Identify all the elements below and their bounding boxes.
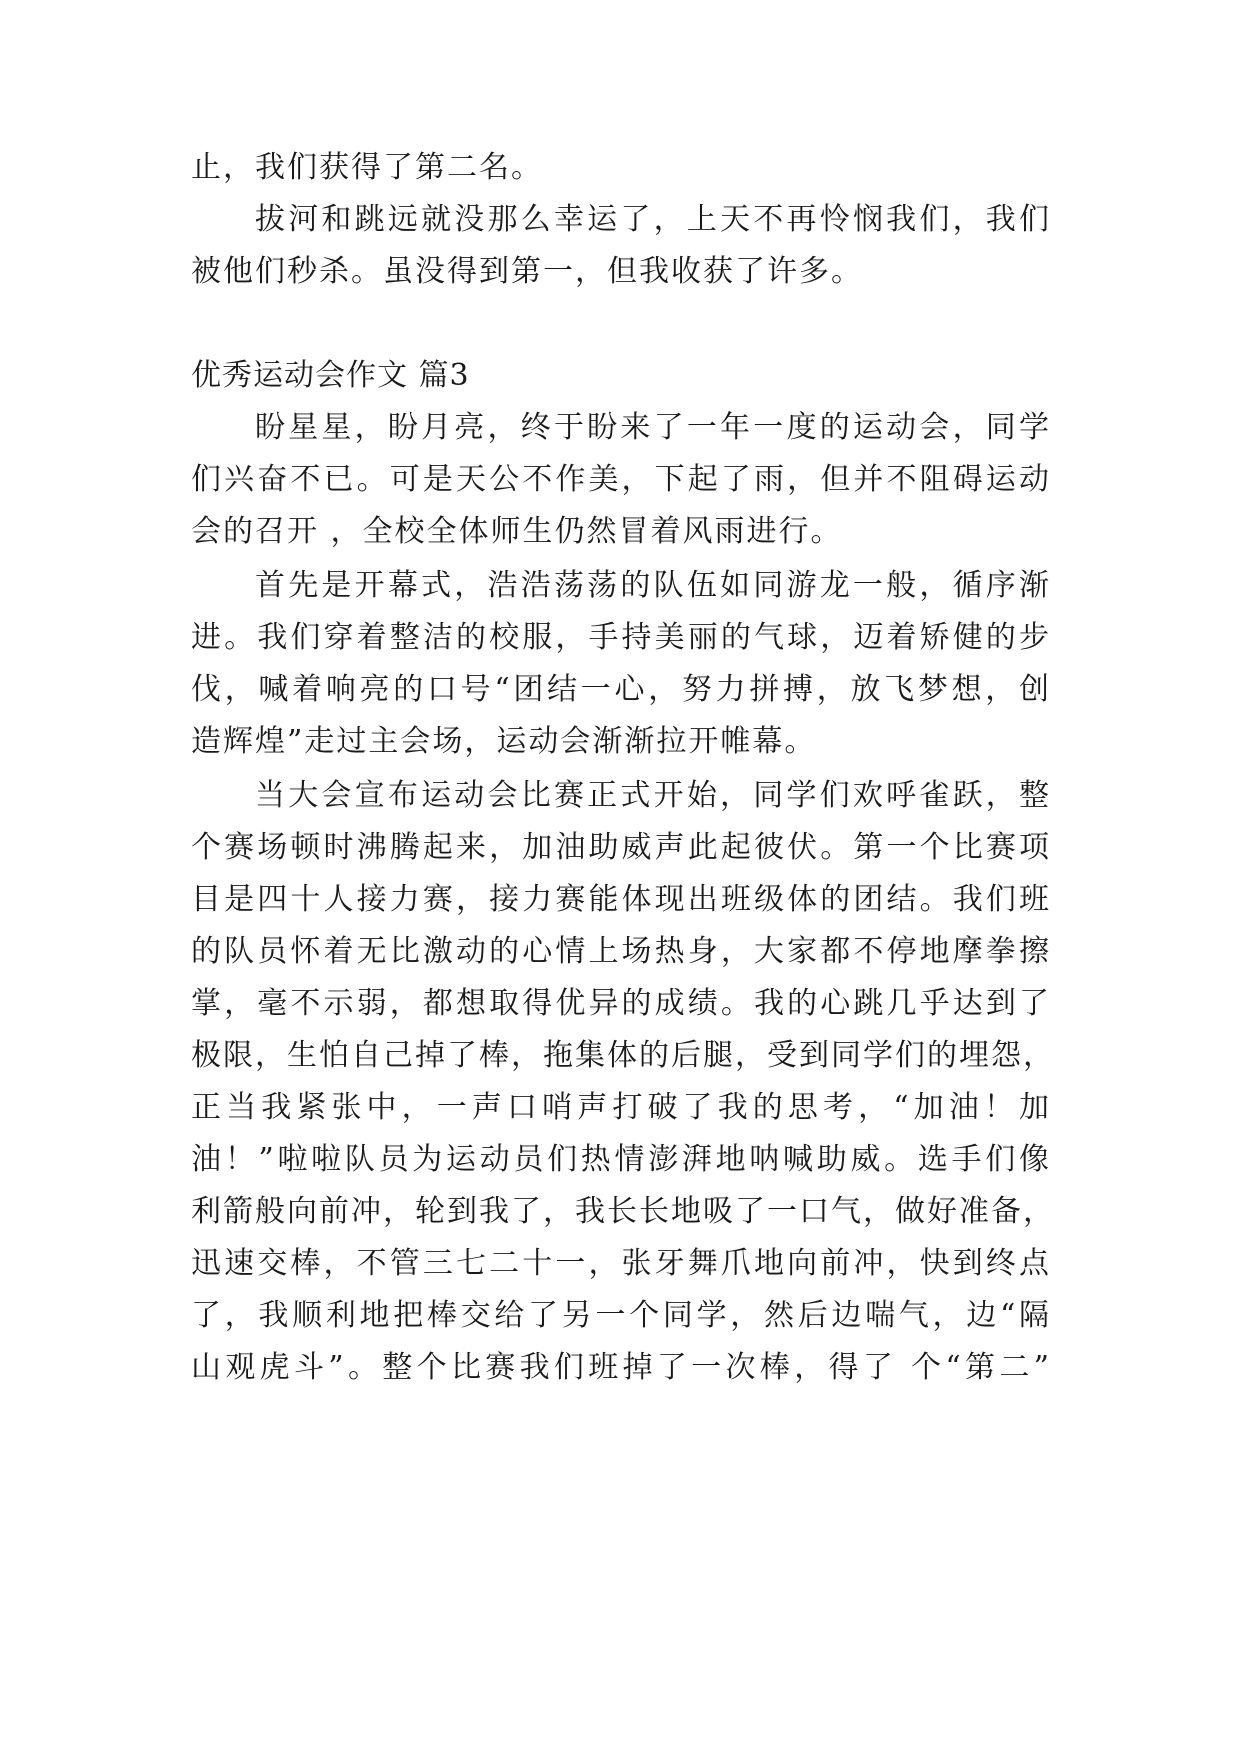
paragraph-line: 被他们秒杀。虽没得到第一，但我收获了许多。 bbox=[191, 254, 863, 289]
paragraph-line: 首先是开幕式，浩浩荡荡的队伍如同游龙一般，循序渐 bbox=[255, 568, 1051, 603]
paragraph-line: 正当我紧张中，一声口哨声打破了我的思考，“加油！加 bbox=[191, 1090, 1051, 1125]
paragraph-line: 掌，毫不示弱，都想取得优异的成绩。我的心跳几乎达到了 bbox=[191, 986, 1051, 1021]
paragraph-line: 进。我们穿着整洁的校服，手持美丽的气球，迈着矫健的步 bbox=[191, 620, 1051, 655]
paragraph-line: 止，我们获得了第二名。 bbox=[191, 150, 543, 185]
paragraph-line: 利箭般向前冲，轮到我了，我长长地吸了一口气，做好准备， bbox=[191, 1194, 1055, 1229]
paragraph-line: 们兴奋不已。可是天公不作美，下起了雨，但并不阻碍运动 bbox=[191, 462, 1051, 497]
paragraph-line: 盼星星，盼月亮，终于盼来了一年一度的运动会，同学 bbox=[255, 410, 1051, 445]
paragraph-line: 会的召开 ，全校全体师生仍然冒着风雨进行。 bbox=[191, 514, 843, 549]
paragraph-line: 极限，生怕自己掉了棒，拖集体的后腿，受到同学们的埋怨， bbox=[191, 1038, 1055, 1073]
paragraph-line: 伐，喊着响亮的口号“团结一心，努力拼搏，放飞梦想，创 bbox=[191, 672, 1051, 707]
paragraph-line: 当大会宣布运动会比赛正式开始，同学们欢呼雀跃，整 bbox=[255, 778, 1051, 813]
paragraph-line: 了，我顺利地把棒交给了另一个同学，然后边喘气，边“隔 bbox=[191, 1298, 1051, 1333]
paragraph-line: 油！”啦啦队员为运动员们热情澎湃地呐喊助威。选手们像 bbox=[191, 1142, 1051, 1177]
paragraph-line: 目是四十人接力赛，接力赛能体现出班级体的团结。我们班 bbox=[191, 882, 1051, 917]
paragraph-line: 山观虎斗”。整个比赛我们班掉了一次棒，得了 个“第二” bbox=[191, 1350, 1051, 1385]
section-heading: 优秀运动会作文 篇3 bbox=[191, 358, 470, 393]
paragraph-line: 造辉煌”走过主会场，运动会渐渐拉开帷幕。 bbox=[191, 724, 817, 759]
paragraph-line: 迅速交棒，不管三七二十一，张牙舞爪地向前冲，快到终点 bbox=[191, 1246, 1051, 1281]
paragraph-line: 个赛场顿时沸腾起来，加油助威声此起彼伏。第一个比赛项 bbox=[191, 830, 1051, 865]
paragraph-line: 拔河和跳远就没那么幸运了，上天不再怜悯我们，我们 bbox=[255, 202, 1051, 237]
paragraph-line: 的队员怀着无比激动的心情上场热身，大家都不停地摩拳擦 bbox=[191, 934, 1051, 969]
